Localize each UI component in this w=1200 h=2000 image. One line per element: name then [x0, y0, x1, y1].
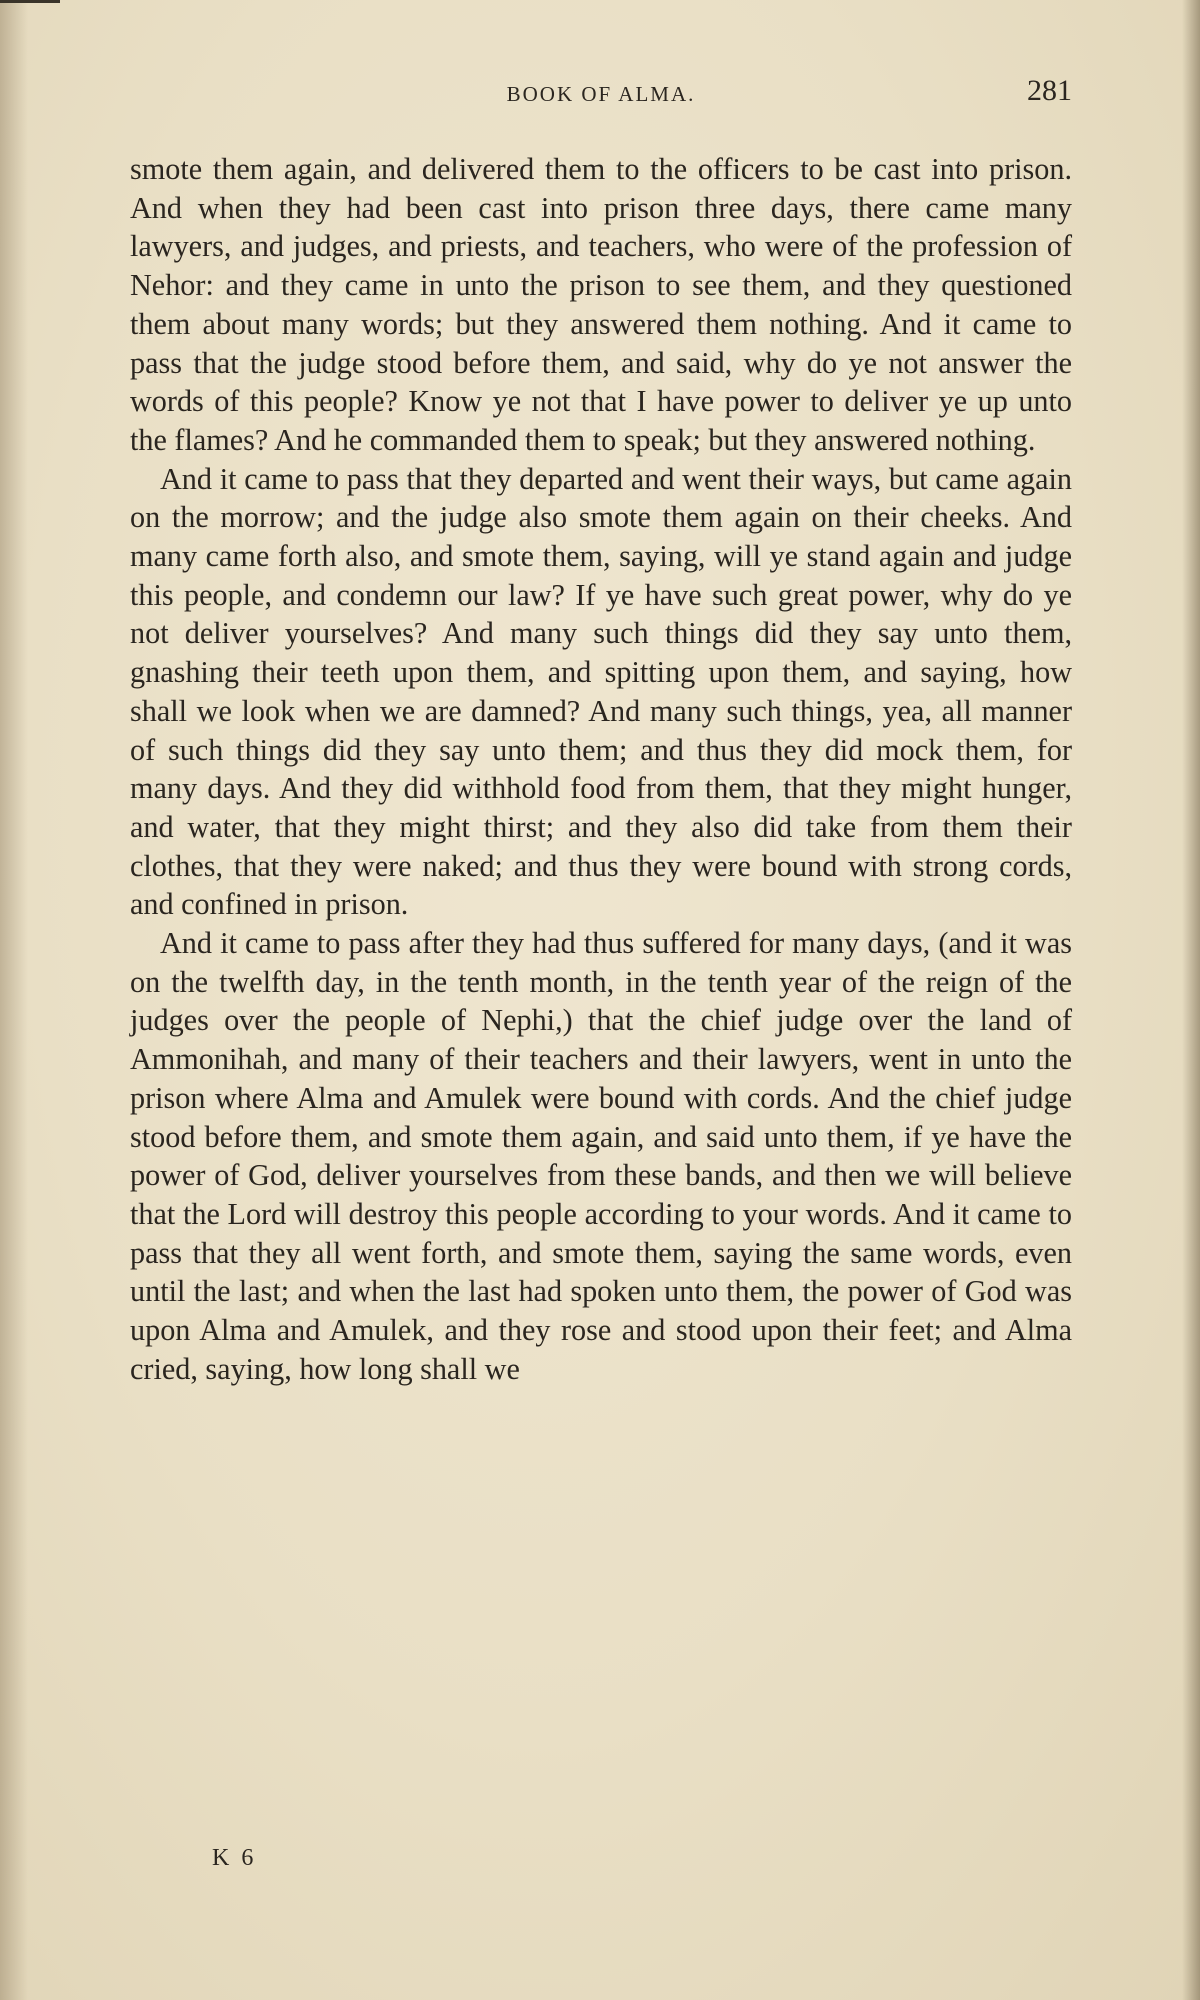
page-edge-rule — [0, 0, 60, 3]
paragraph: And it came to pass that they departed and went their ways, but came again on the morrow; and the judge also smote them again on their cheeks. And many came forth also, and smote them, saying, will ye stand again and judge this people, and condemn our law? If ye have such great power, why do ye not deliver yourselves? And many such things did they say unto them, gnashing their teeth upon them, and spitting upon them, and saying, how shall we look when we are damned? And many such things, yea, all manner of such things did they say unto them; and thus they did mock them, for many days. And they did withhold food from them, that they might hunger, and water, that they might thirst; and they also did take from them their clothes, that they were naked; and thus they were bound with strong cords, and confined in prison. — [130, 461, 1072, 922]
paragraph-continued: smote them again, and delivered them to the officers to be cast into prison. And when they had been cast into prison three days, there came many lawyers, and judges, and priests, and teachers, who were of the profession of Nehor: and they came in unto the prison to see them, and they questioned them about many words; but they answered them nothing. And it came to pass that the judge stood before them, and said, why do ye not answer the words of this people? Know ye not that I have power to deliver ye up unto the flames? And he commanded them to speak; but they answered nothing. — [130, 152, 1072, 457]
paragraph: And it came to pass after they had thus suffered for many days, (and it was on the twelfth day, in the tenth month, in the tenth year of the reign of the judges over the people of Nephi,) that the chief judge over the land of Ammonihah, and many of their teachers and their lawyers, went in unto the prison where Alma and Amulek were bound with cords. And the chief judge stood before them, and smote them again, and said unto them, if ye have the power of God, deliver yourselves from these bands, and then we will believe that the Lord will destroy this people according to your words. And it came to pass that they all went forth, and smote them, saying the same words, even until the last; and when the last had spoken unto them, the power of God was upon Alma and Amulek, and they rose and stood upon their feet; and Alma cried, saying, how long shall we — [130, 926, 1072, 1386]
page-header — [130, 76, 1072, 116]
body-text — [130, 150, 1072, 1389]
signature-mark: K 6 — [212, 1845, 257, 1871]
page-number: 281 — [1027, 74, 1072, 107]
running-head: BOOK OF ALMA. — [506, 82, 696, 106]
